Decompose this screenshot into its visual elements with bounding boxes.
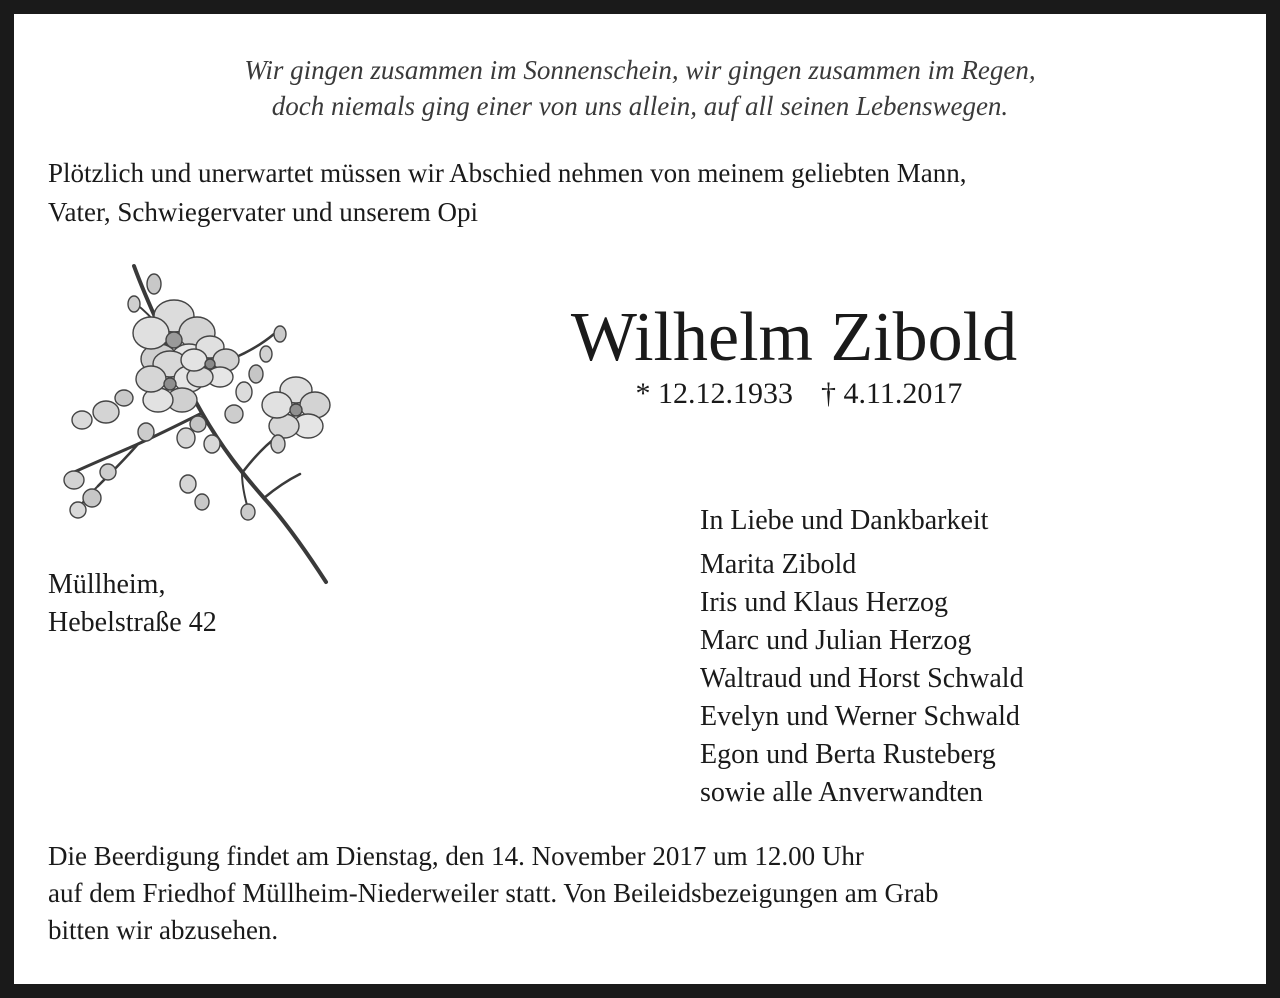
mourner-name: Evelyn und Werner Schwald <box>700 701 1020 732</box>
mourner-name: Marc und Julian Herzog <box>700 625 972 656</box>
birth-date: * 12.12.1933 <box>635 377 794 410</box>
mourner-list <box>700 546 1024 812</box>
motto-verse <box>14 52 1266 124</box>
address <box>48 566 217 642</box>
mourner-name: Marita Zibold <box>700 549 857 580</box>
mourner-name: Waltraud und Horst Schwald <box>700 663 1024 694</box>
funeral-line-3: bitten wir abzusehen. <box>48 915 279 945</box>
address-city: Müllheim, <box>48 569 166 600</box>
mourner-name: Egon und Berta Rusteberg <box>700 739 996 770</box>
intro-text <box>48 154 1238 232</box>
motto-line-2: doch niemals ging einer von uns allein, auf all seinen Lebenswegen. <box>271 91 1009 121</box>
deceased-name: Wilhelm Zibold <box>570 299 1018 376</box>
intro-line-1: Plötzlich und unerwartet müssen wir Abschied nehmen von meinem geliebten Mann, <box>48 158 967 188</box>
blossom-branch-icon <box>42 248 342 588</box>
motto-line-1: Wir gingen zusammen im Sonnenschein, wir gingen zusammen im Regen, <box>244 55 1036 85</box>
mourner-name: sowie alle Anverwandten <box>700 777 984 808</box>
address-street: Hebelstraße 42 <box>48 607 217 638</box>
death-date: † 4.11.2017 <box>821 377 963 410</box>
intro-line-2: Vater, Schwiegervater und unserem Opi <box>48 197 479 227</box>
funeral-line-2: auf dem Friedhof Müllheim-Niederweiler statt. Von Beileidsbezeigungen am Grab <box>48 878 939 908</box>
funeral-line-1: Die Beerdigung findet am Dienstag, den 14. November 2017 um 12.00 Uhr <box>48 841 864 871</box>
mourner-name: Iris und Klaus Herzog <box>700 587 949 618</box>
dedication: In Liebe und Dankbarkeit <box>700 505 989 536</box>
mourners <box>700 502 1024 812</box>
life-dates <box>574 374 1024 414</box>
funeral-info <box>48 838 1238 949</box>
